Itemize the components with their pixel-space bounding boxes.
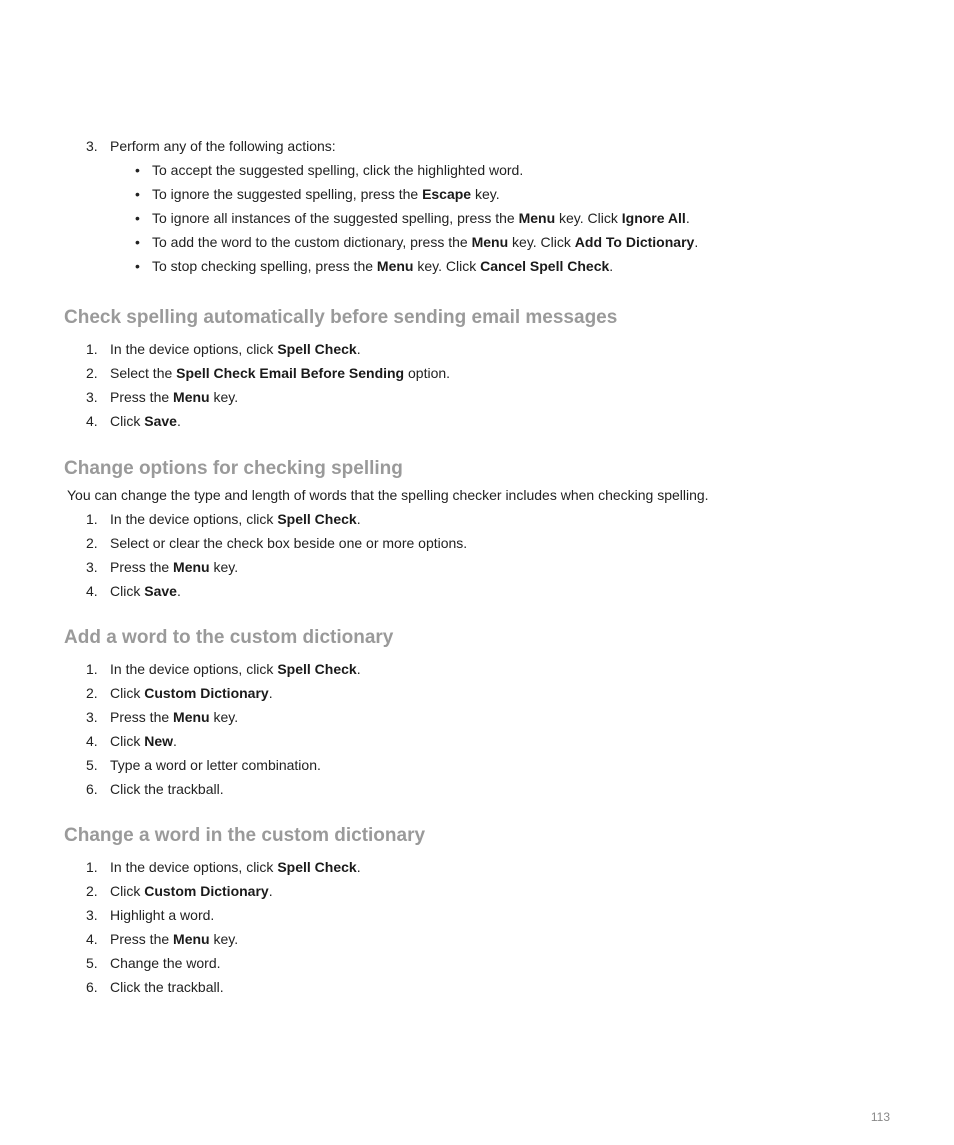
step-3-block <box>0 134 954 278</box>
step-list <box>0 855 954 999</box>
step-number: 4. <box>86 583 98 599</box>
step-item: 4. Press the Menu key. <box>0 927 954 951</box>
step-item: 3. Press the Menu key. <box>0 385 954 409</box>
step-list <box>0 337 954 433</box>
step-number: 2. <box>86 535 98 551</box>
step-number: 6. <box>86 979 98 995</box>
step-number: 1. <box>86 511 98 527</box>
step-number: 5. <box>86 955 98 971</box>
step-list <box>0 507 954 603</box>
step-number: 3. <box>86 138 98 154</box>
step-number: 4. <box>86 931 98 947</box>
section-intro: You can change the type and length of words that the spelling checker includes when checking spelling. <box>67 487 709 503</box>
step-item: 1. In the device options, click Spell Check. <box>0 337 954 361</box>
page-number: 113 <box>870 1110 890 1124</box>
action-item: • To ignore all instances of the suggested spelling, press the Menu key. Click Ignore All. <box>0 206 954 230</box>
action-item: • To ignore the suggested spelling, press the Escape key. <box>0 182 954 206</box>
action-item: • To stop checking spelling, press the Menu key. Click Cancel Spell Check. <box>0 254 954 278</box>
step-number: 1. <box>86 661 98 677</box>
section-heading: Check spelling automatically before sending email messages <box>64 307 618 328</box>
step-item: 2. Click Custom Dictionary. <box>0 879 954 903</box>
step-item: 2. Click Custom Dictionary. <box>0 681 954 705</box>
step-number: 3. <box>86 559 98 575</box>
step-number: 2. <box>86 883 98 899</box>
step-item: 5. Change the word. <box>0 951 954 975</box>
section-steps <box>0 657 954 801</box>
step-text: Perform any of the following actions: <box>110 138 336 154</box>
bullet-icon: • <box>135 258 140 274</box>
step-list <box>0 134 954 158</box>
action-item: • To add the word to the custom dictionary, press the Menu key. Click Add To Dictionary. <box>0 230 954 254</box>
section-steps <box>0 337 954 433</box>
section-steps <box>0 507 954 603</box>
step-number: 6. <box>86 781 98 797</box>
bullet-icon: • <box>135 234 140 250</box>
bullet-icon: • <box>135 162 140 178</box>
step-item: 4. Click Save. <box>0 409 954 433</box>
step-item: 5. Type a word or letter combination. <box>0 753 954 777</box>
step-number: 1. <box>86 341 98 357</box>
step-number: 3. <box>86 709 98 725</box>
step-item: 3. Highlight a word. <box>0 903 954 927</box>
step-number: 3. <box>86 389 98 405</box>
step-item: 1. In the device options, click Spell Check. <box>0 507 954 531</box>
step-item: 1. In the device options, click Spell Check. <box>0 657 954 681</box>
step-number: 2. <box>86 365 98 381</box>
step-item: 6. Click the trackball. <box>0 975 954 999</box>
step-item <box>0 134 954 158</box>
step-number: 2. <box>86 685 98 701</box>
step-item: 3. Press the Menu key. <box>0 705 954 729</box>
step-item: 3. Press the Menu key. <box>0 555 954 579</box>
step-number: 1. <box>86 859 98 875</box>
step-list <box>0 657 954 801</box>
step-item: 4. Click New. <box>0 729 954 753</box>
section-heading: Change options for checking spelling <box>64 458 403 479</box>
section-steps <box>0 855 954 999</box>
step-number: 4. <box>86 733 98 749</box>
action-list <box>0 158 954 278</box>
step-item: 1. In the device options, click Spell Check. <box>0 855 954 879</box>
step-item: 4. Click Save. <box>0 579 954 603</box>
step-number: 4. <box>86 413 98 429</box>
step-item: 6. Click the trackball. <box>0 777 954 801</box>
bullet-icon: • <box>135 186 140 202</box>
section-heading: Change a word in the custom dictionary <box>64 825 426 846</box>
section-heading: Add a word to the custom dictionary <box>64 627 394 648</box>
step-number: 5. <box>86 757 98 773</box>
bullet-icon: • <box>135 210 140 226</box>
step-number: 3. <box>86 907 98 923</box>
action-item: • To accept the suggested spelling, click the highlighted word. <box>0 158 954 182</box>
step-item: 2. Select the Spell Check Email Before Sending option. <box>0 361 954 385</box>
step-item: 2. Select or clear the check box beside one or more options. <box>0 531 954 555</box>
